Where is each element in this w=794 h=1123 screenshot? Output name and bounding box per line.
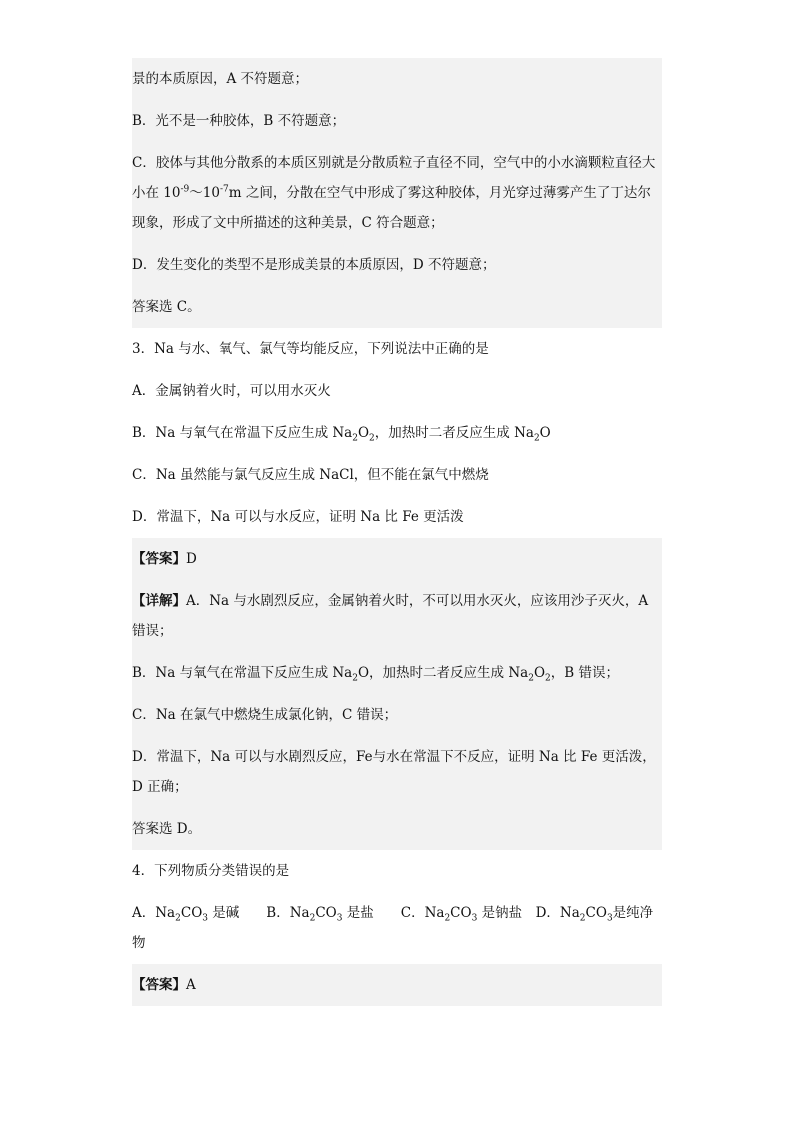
paragraph-b4: 答案选 C。	[132, 286, 662, 328]
paragraph-q3d: D．常温下，Na 可以与水反应，证明 Na 比 Fe 更活泼	[132, 509, 464, 525]
paragraph-q3a: A．金属钠着火时，可以用水灭火	[132, 383, 331, 399]
paragraph-q4: 4．下列物质分类错误的是	[132, 863, 290, 879]
paragraph-q4opts: A．$Na_2CO_3$ 是碱 B．$Na_2CO_3$ 是盐 C．$Na_2CO_3$ 是钠盐 D．$Na_2CO_3$是纯净物	[132, 905, 654, 951]
paragraph-a4: 【答案】A	[132, 964, 662, 1006]
paragraph-q3b: B．Na 与氧气在常温下反应生成 $Na_2O_2$，加热时二者反应生成 $Na_2O$	[132, 425, 551, 444]
paragraph-q3: 3．Na 与水、氧气、氯气等均能反应，下列说法中正确的是	[132, 341, 489, 357]
paragraph-b3: D．发生变化的类型不是形成美景的本质原因，D 不符题意；	[132, 244, 662, 286]
paragraph-e3c: C．Na 在氯气中燃烧生成氯化钠，C 错误；	[132, 694, 662, 736]
paragraph-e3a: 【详解】A．Na 与水剧烈反应，金属钠着火时，不可以用水灭火，应该用沙子灭火，A 错误；	[132, 580, 662, 652]
paragraph-e3e: 答案选 D。	[132, 808, 662, 850]
paragraph-e3d: D．常温下，Na 可以与水剧烈反应，Fe与水在常温下不反应，证明 Na 比 Fe 更活泼，D 正确；	[132, 736, 662, 808]
paragraph-q3c: C．Na 虽然能与氯气反应生成 NaCl，但不能在氯气中燃烧	[132, 467, 489, 483]
document-page	[132, 58, 662, 1006]
paragraph-b1: B．光不是一种胶体，B 不符题意；	[132, 100, 662, 142]
paragraph-a3: 【答案】D	[132, 538, 662, 580]
paragraph-b0: 景的本质原因，A 不符题意；	[132, 58, 662, 100]
paragraph-b2: C．胶体与其他分散系的本质区别就是分散质粒子直径不同，空气中的小水滴颗粒直径大小在 $10^{-9}\sim 10^{-7}m$ 之间，分散在空气中形成了雾这种胶体，月光穿过薄雾产生了丁达尔现象，形成了文中所描述的这种美景，C 符合题意；	[132, 142, 662, 244]
paragraph-e3b: B．Na 与氧气在常温下反应生成 $Na_2O$，加热时二者反应生成 $Na_2O_2$，B 错误；	[132, 652, 662, 694]
